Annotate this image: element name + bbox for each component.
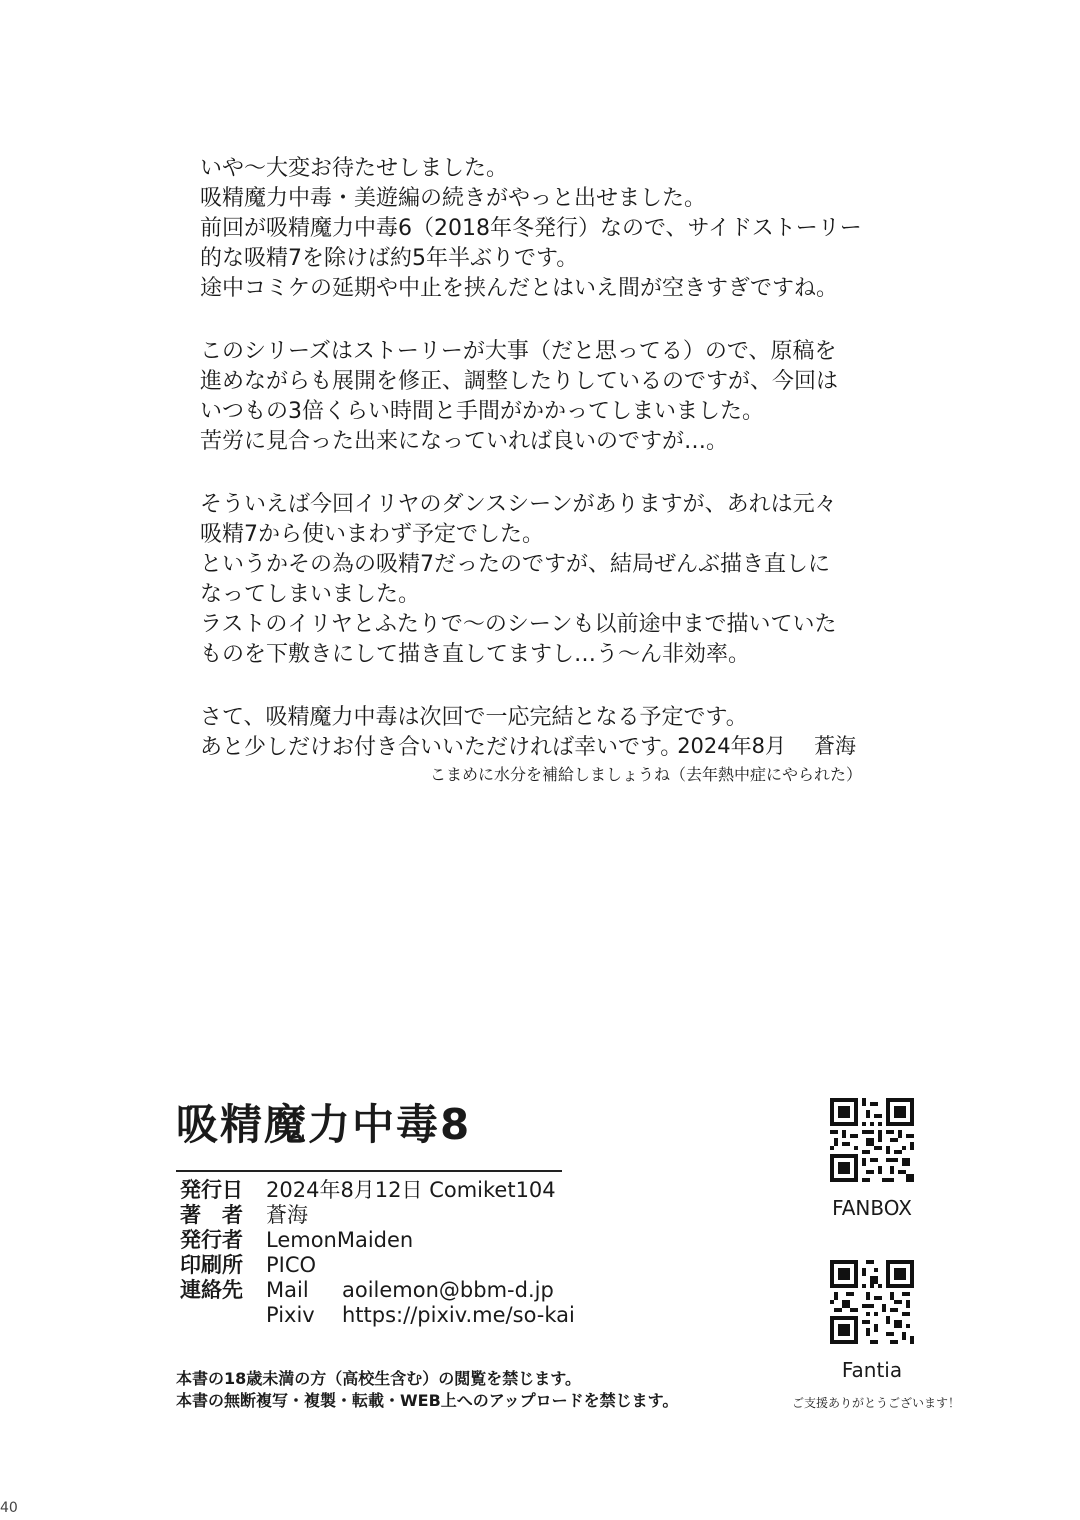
text-line: このシリーズはストーリーが大事（だと思ってる）ので、原稿を — [200, 339, 837, 364]
qr-code-icon — [830, 1098, 914, 1182]
age-restriction-notice: 本書の18歳未満の方（高校生含む）の閲覧を禁じます。 — [176, 1369, 581, 1388]
text-line: ものを下敷きにして描き直してますし…う〜ん非効率。 — [200, 642, 751, 667]
text-line: 苦労に見合った出来になっていれば良いのですが…。 — [200, 429, 729, 454]
text-line: 前回が吸精魔力中毒6（2018年冬発行）なので、サイドストーリー — [200, 216, 862, 241]
copyright-notice: 本書の無断複写・複製・転載・WEB上へのアップロードを禁じます。 — [176, 1391, 679, 1410]
colophon-row-author — [180, 1203, 575, 1228]
signature-date: 2024年8月 — [677, 734, 786, 758]
afterword-paragraph-3 — [200, 490, 900, 670]
colophon-label: 発行日 — [180, 1178, 243, 1202]
text-line: というかその為の吸精7だったのですが、結局ぜんぶ描き直しに — [200, 552, 830, 577]
thanks-message: ご支援ありがとうございます！ — [792, 1396, 961, 1410]
qr-label-fanbox: FANBOX — [832, 1196, 912, 1220]
contact-type: Pixiv — [266, 1303, 315, 1327]
text-line: さて、吸精魔力中毒は次回で一応完結となる予定です。 — [200, 705, 748, 730]
colophon-label — [180, 1303, 266, 1328]
afterword-paragraph-2 — [200, 337, 900, 457]
colophon-value: 蒼海 — [266, 1203, 308, 1227]
qr-block-fantia — [818, 1260, 926, 1382]
text-line: 途中コミケの延期や中止を挟んだとはいえ間が空きすぎですね。 — [200, 276, 839, 301]
postscript: こまめに水分を補給しましょうね（去年熱中症にやられた） — [429, 765, 862, 784]
text-line: 吸精7から使いまわず予定でした。 — [200, 522, 544, 547]
contact-url: https://pixiv.me/so-kai — [342, 1303, 575, 1327]
text-line: あと少しだけお付き合いいただければ幸いです。 — [200, 735, 683, 760]
text-line: 吸精魔力中毒・美遊編の続きがやっと出せました。 — [200, 186, 707, 211]
contact-email: aoilemon@bbm-d.jp — [342, 1278, 554, 1302]
text-line: ラストのイリヤとふたりで〜のシーンも以前途中まで描いていた — [200, 612, 837, 637]
colophon-label: 発行者 — [180, 1228, 243, 1252]
qr-block-fanbox — [818, 1098, 926, 1220]
title-divider — [176, 1170, 562, 1172]
afterword — [200, 154, 900, 796]
colophon-value — [266, 1303, 575, 1328]
colophon-row-publisher — [180, 1228, 575, 1253]
text-line: そういえば今回イリヤのダンスシーンがありますが、あれは元々 — [200, 492, 837, 517]
afterword-paragraph-1 — [200, 154, 900, 304]
legal-notices — [176, 1368, 678, 1412]
colophon-label: 印刷所 — [180, 1253, 243, 1277]
qr-code-icon — [830, 1260, 914, 1344]
colophon-value: LemonMaiden — [266, 1228, 414, 1252]
text-line: 的な吸精7を除けば約5年半ぶりです。 — [200, 246, 579, 271]
colophon-value: 2024年8月12日 Comiket104 — [266, 1178, 556, 1202]
signature-author: 蒼海 — [814, 734, 856, 758]
text-line: いや〜大変お待たせしました。 — [200, 156, 509, 181]
contact-type: Mail — [266, 1278, 309, 1302]
colophon-row-date — [180, 1178, 575, 1203]
colophon-value: PICO — [266, 1253, 317, 1277]
colophon-label: 連絡先 — [180, 1278, 243, 1302]
colophon — [180, 1178, 575, 1328]
text-line: いつもの3倍くらい時間と手間がかかってしまいました。 — [200, 399, 764, 424]
colophon-value — [266, 1278, 554, 1303]
colophon-label: 著 者 — [180, 1203, 243, 1227]
qr-label-fantia: Fantia — [841, 1358, 903, 1382]
text-line: なってしまいました。 — [200, 582, 421, 607]
book-title: 吸精魔力中毒8 — [176, 1100, 472, 1149]
signature — [677, 732, 856, 760]
text-line: 進めながらも展開を修正、調整したりしているのですが、今回は — [200, 369, 839, 394]
colophon-row-printer — [180, 1253, 575, 1278]
page-number: 40 — [0, 1500, 18, 1516]
colophon-row-contact-mail — [180, 1278, 575, 1303]
colophon-row-contact-pixiv — [180, 1303, 575, 1328]
